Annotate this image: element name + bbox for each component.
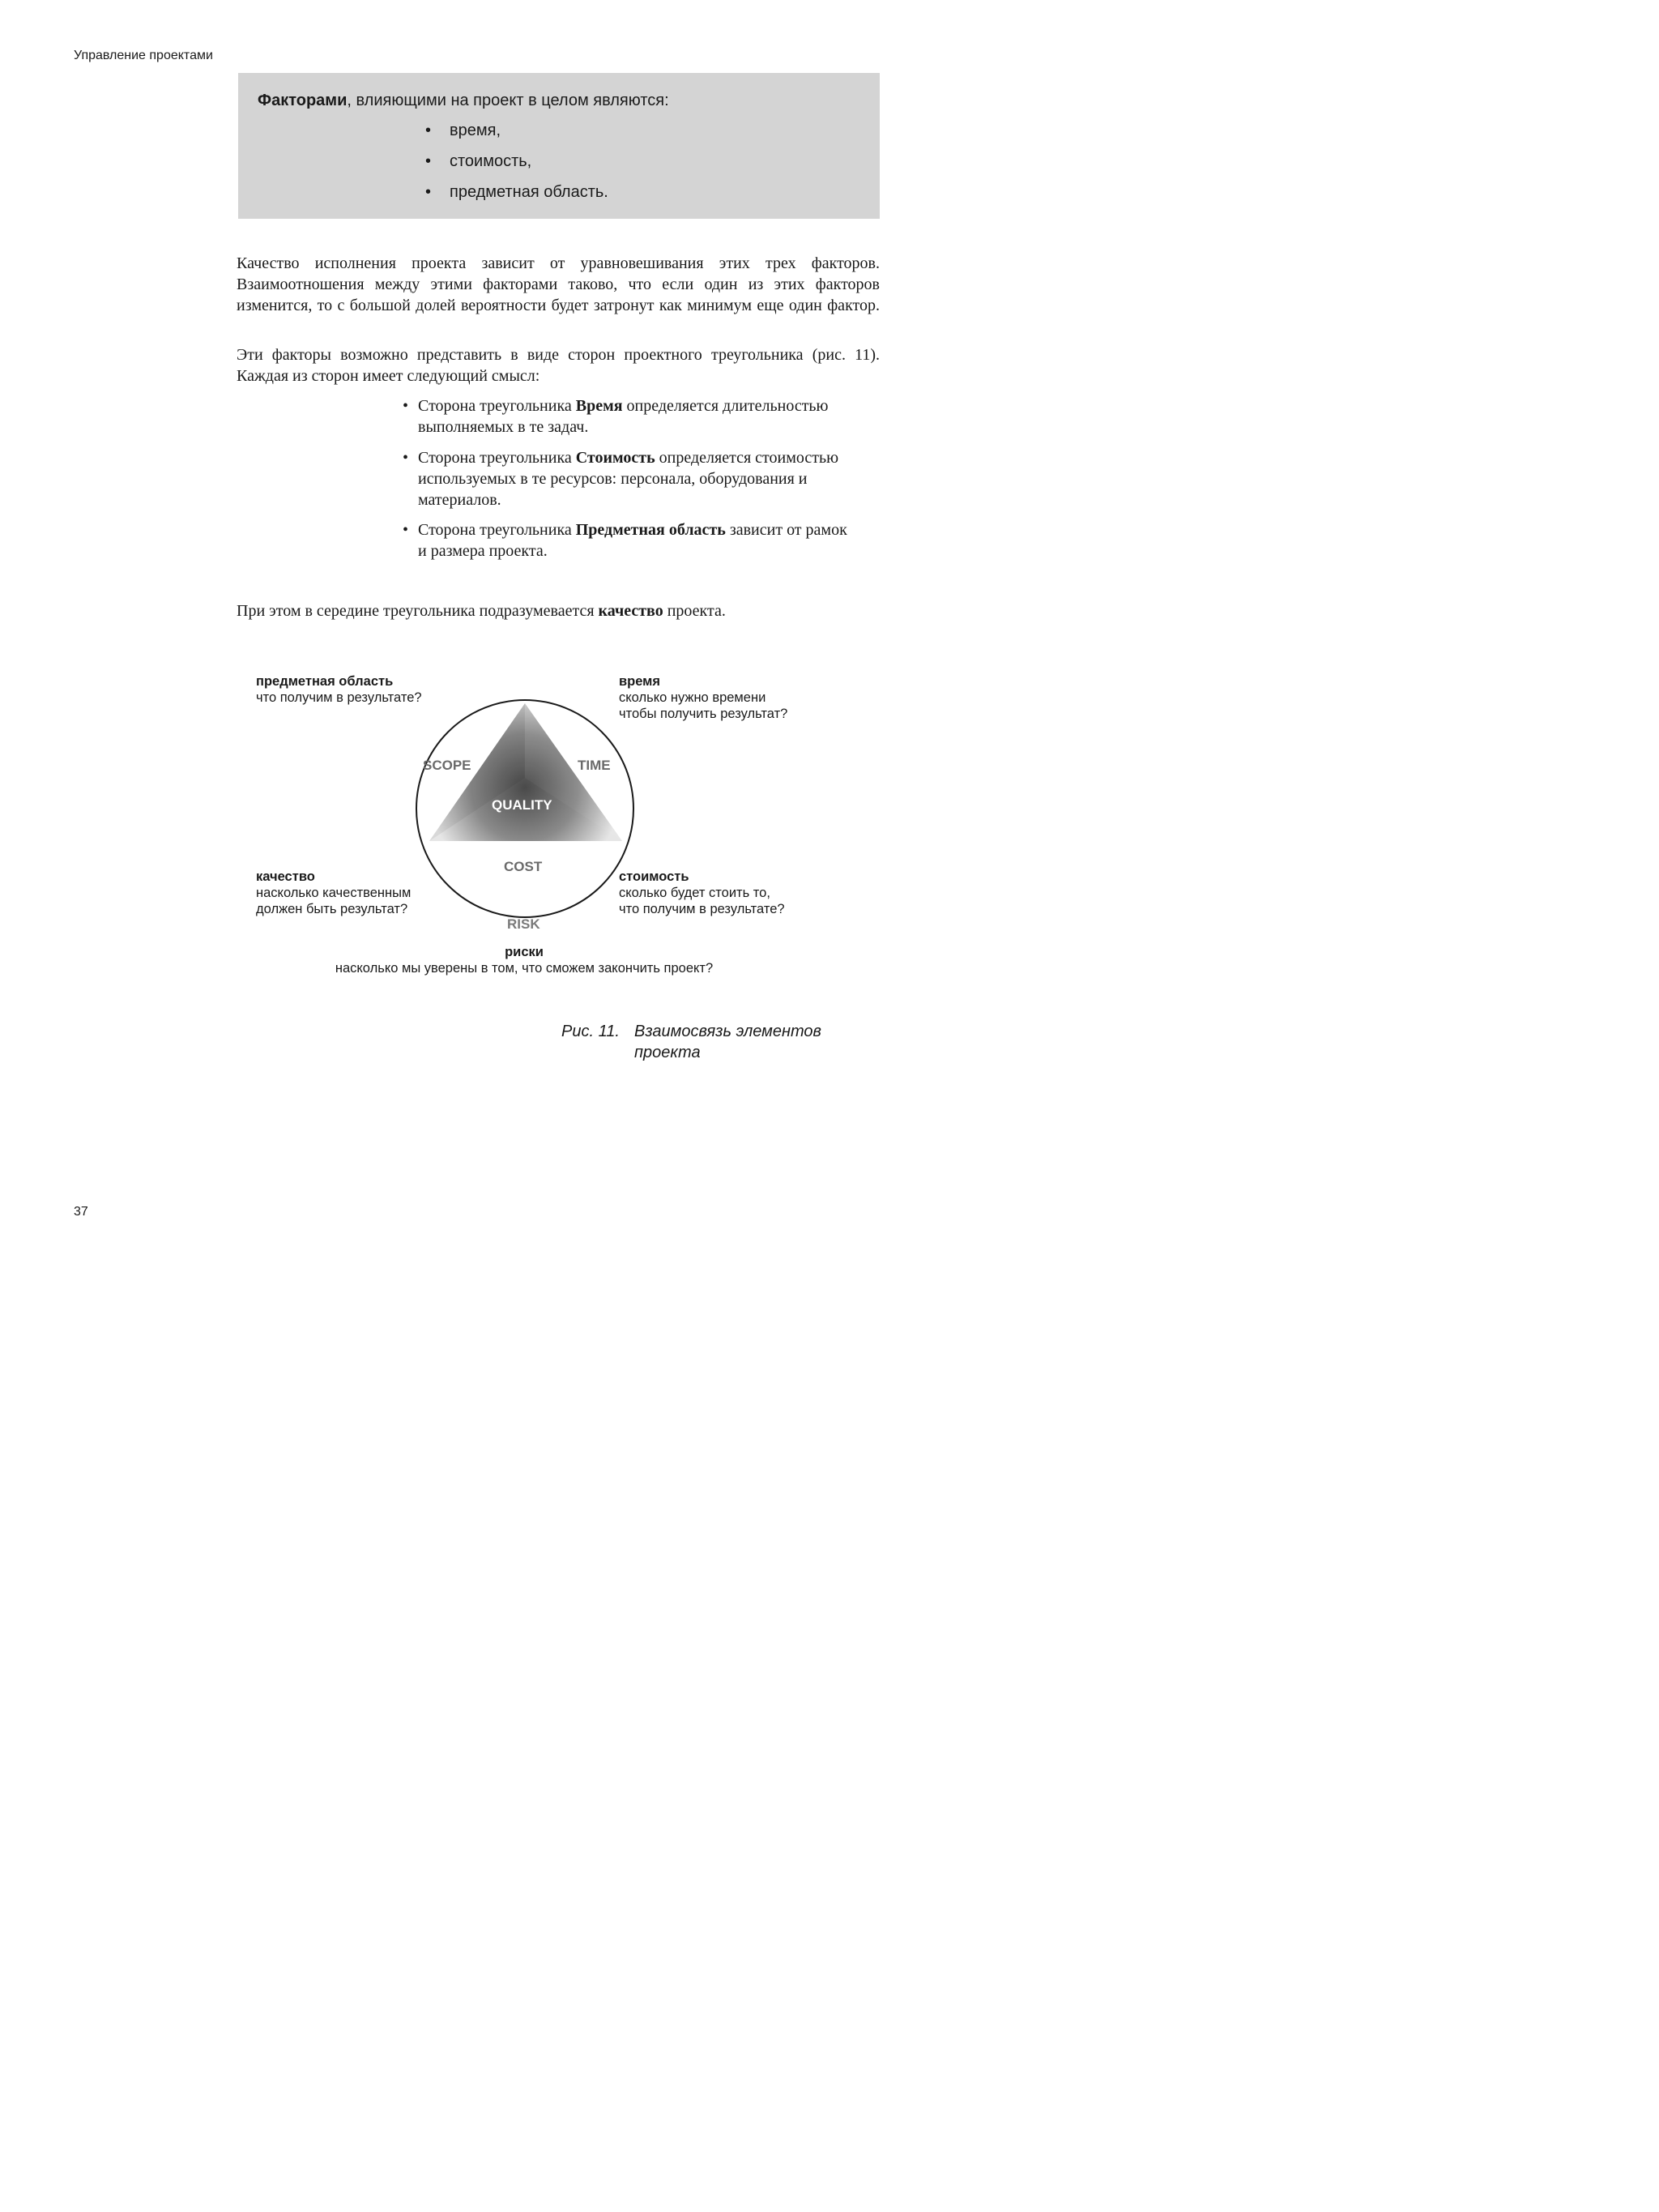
factor-item: • время,: [425, 122, 501, 139]
paragraph-quality-center: При этом в середине треугольника подразумевается качество проекта.: [237, 602, 726, 620]
label-scope: предметная область что получим в результате?: [256, 674, 422, 705]
scope-label: SCOPE: [423, 758, 471, 773]
term-scope: Предметная область: [575, 521, 726, 539]
time-label: TIME: [578, 758, 611, 773]
term-time: Время: [575, 397, 623, 415]
label-cost: стоимость сколько будет стоить то, что получим в результате?: [619, 869, 785, 916]
factors-title: [258, 92, 669, 110]
label-time: время сколько нужно времени чтобы получить результат?: [619, 674, 788, 721]
factors-title-rest: , влияющими на проект в целом являются:: [347, 92, 669, 109]
quality-label: QUALITY: [492, 797, 552, 813]
term-quality: качество: [598, 602, 663, 620]
page-number: 37: [74, 1205, 88, 1219]
factors-title-bold: Факторами: [258, 92, 348, 109]
running-header: Управление проектами: [74, 49, 213, 62]
figure-title-line1: Взаимосвязь элементов: [634, 1023, 821, 1040]
risk-label: RISK: [507, 916, 540, 932]
figure-caption: [561, 1021, 821, 1063]
term-cost: Стоимость: [575, 449, 655, 467]
factors-box: [238, 73, 880, 219]
cost-label: COST: [504, 859, 543, 874]
side-bullet-time: • Сторона треугольника Время определяется длительностью выполняемых в те задач.: [403, 397, 829, 436]
label-quality: качество насколько качественным должен быть результат?: [256, 869, 412, 916]
paragraph-quality-balance: Качество исполнения проекта зависит от уравновешивания этих трех факторов. Взаимоотношения между этими факторами таково, что если один из этих факторов изменится, то с большой долей вероятности будет затронут как минимум еще один фактор.: [237, 254, 880, 314]
factor-item: • стоимость,: [425, 152, 532, 170]
label-risk: риски насколько мы уверены в том, что сможем закончить проект?: [335, 945, 714, 976]
paragraph-triangle-intro: Эти факторы возможно представить в виде сторон проектного треугольника (рис. 11). Каждая из сторон имеет следующий смысл:: [237, 346, 880, 385]
factor-item: • предметная область.: [425, 183, 608, 201]
side-bullet-scope: • Сторона треугольника Предметная область зависит от рамок и размера проекта.: [403, 521, 847, 560]
side-bullet-cost: • Сторона треугольника Стоимость определяется стоимостью используемых в те ресурсов: персонала, оборудования и материалов.: [403, 449, 839, 509]
figure-number: Рис. 11.: [561, 1023, 620, 1040]
figure-title-line2: проекта: [634, 1044, 701, 1061]
